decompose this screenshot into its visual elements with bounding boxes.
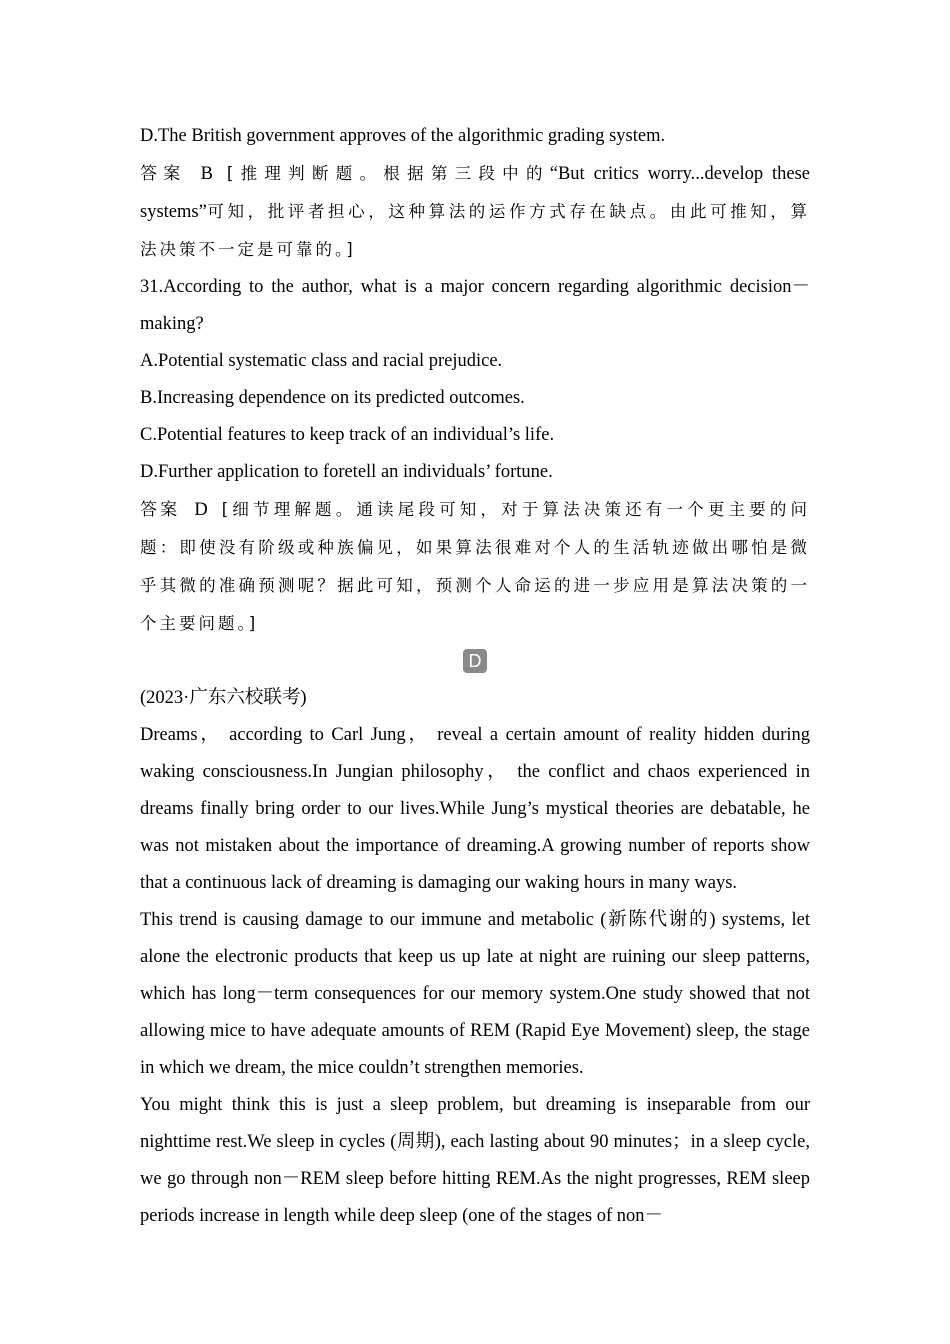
answer-explanation-zh: [推理判断题。根据第三段中的: [226, 164, 550, 183]
q30-option-d: D.The British government approves of the algorithmic grading system.: [140, 126, 666, 146]
q31-option-a: A.Potential systematic class and racial prejudice.: [140, 351, 503, 371]
passage-paragraph-3: You might think this is just a sleep problem, but dreaming is inseparable from our nighttime rest.We sleep in cycles (周期), each lasting about 90 minutes；in a sleep cycle, we go through non－REM sleep before hitting REM.As the night progresses, REM sleep periods increase in length while deep sleep (one of the stages of non－: [140, 1095, 810, 1226]
answer-explanation-rest: 可知，批评者担心，这种算法的运作方式存在缺点。由此可推知，算法决策不一定是可靠的。]: [140, 202, 810, 259]
q30-answer: [140, 155, 810, 269]
passage-source: (2023·广东六校联考): [140, 688, 307, 708]
answer-letter: B: [200, 164, 213, 184]
answer-explanation-quote: “But critics worry...develop these systems”: [140, 164, 811, 222]
document-page: [140, 118, 810, 1235]
answer-label: 答案: [140, 164, 187, 184]
q31-question: 31.According to the author, what is a major concern regarding algorithmic decision－making?: [140, 277, 810, 334]
q31-option-d: D.Further application to foretell an individuals’ fortune.: [140, 462, 553, 482]
answer-explanation: [细节理解题。通读尾段可知，对于算法决策还有一个更主要的问题：即使没有阶级或种族偏见，如果算法很难对个人的生活轨迹做出哪怕是微乎其微的准确预测呢？据此可知，预测个人命运的进一步应用是算法决策的一个主要问题。]: [140, 500, 811, 633]
passage-paragraph-2: This trend is causing damage to our immune and metabolic (新陈代谢的) systems, let alone the electronic products that keep us up late at night are ruining our sleep patterns, which has long－term consequences for our memory system.One study showed that not allowing mice to have adequate amounts of REM (Rapid Eye Movement) sleep, the stage in which we dream, the mice couldn’t strengthen memories.: [140, 910, 810, 1078]
q31-answer: [140, 491, 810, 643]
q31-option-c: C.Potential features to keep track of an individual’s life.: [140, 425, 555, 445]
q31-option-b: B.Increasing dependence on its predicted outcomes.: [140, 388, 525, 408]
passage-paragraph-1: Dreams， according to Carl Jung， reveal a certain amount of reality hidden during waking consciousness.In Jungian philosophy， the conflict and chaos experienced in dreams finally bring order to our lives.While Jung’s mystical theories are debatable, he was not mistaken about the importance of dreaming.A growing number of reports show that a continuous lack of dreaming is damaging our waking hours in many ways.: [140, 725, 810, 893]
answer-letter: D: [194, 500, 208, 520]
answer-label: 答案: [140, 500, 181, 520]
section-badge: D: [463, 649, 487, 673]
